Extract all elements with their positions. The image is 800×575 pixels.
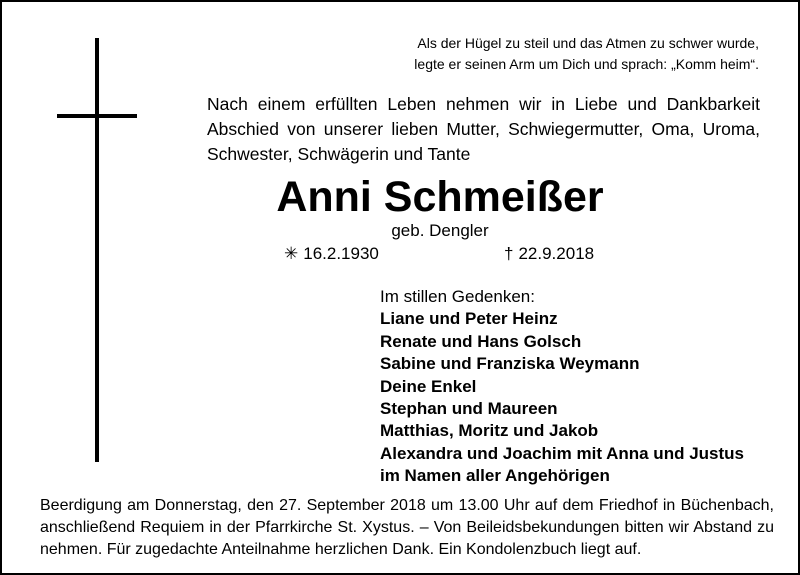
mourners-heading: Im stillen Gedenken: (380, 287, 535, 306)
poem-line: Als der Hügel zu steil und das Atmen zu schwer wurde, (417, 35, 759, 51)
footer-line: nehmen. Für zugedachte Anteilnahme herzlichen Dank. Ein Kondolenzbuch liegt auf. (40, 541, 642, 558)
birth-star-icon: ✳ (284, 244, 299, 263)
poem-line: legte er seinen Arm um Dich und sprach: „Komm heim“. (414, 56, 759, 72)
birth-date-group (284, 243, 379, 265)
mourner-entry: Deine Enkel (380, 376, 477, 396)
cross-horizontal-bar (57, 114, 137, 118)
footer-line: anschließend Requiem in der Pfarrkirche St. Xystus. – Von Beileidsbekundungen bitten wir Abstand zu (40, 519, 774, 536)
intro-line: Schwester, Schwägerin und Tante (207, 144, 471, 164)
footer-line: Beerdigung am Donnerstag, den 27. September 2018 um 13.00 Uhr auf dem Friedhof in Büchenbach, (40, 497, 774, 514)
mourner-entry: Renate und Hans Golsch (380, 331, 582, 351)
poem-quote (300, 33, 759, 75)
cross-vertical-bar (95, 38, 99, 462)
intro-text (207, 92, 760, 167)
mourner-entry: Sabine und Franziska Weymann (380, 354, 640, 374)
intro-line: Nach einem erfüllten Leben nehmen wir in Liebe und Dankbarkeit (207, 94, 760, 114)
funeral-details (40, 495, 774, 561)
death-cross-icon: † (504, 244, 514, 263)
mourner-entry: im Namen aller Angehörigen (380, 466, 610, 486)
intro-line: Abschied von unserer lieben Mutter, Schwiegermutter, Oma, Uroma, (207, 119, 760, 139)
maiden-name: geb. Dengler (391, 221, 489, 240)
mourners-list (380, 286, 744, 488)
mourner-entry: Liane und Peter Heinz (380, 309, 558, 329)
mourner-entry: Alexandra und Joachim mit Anna und Justus (380, 443, 744, 463)
birth-date: 16.2.1930 (303, 244, 379, 263)
mourner-entry: Stephan und Maureen (380, 399, 558, 419)
deceased-name: Anni Schmeißer (276, 173, 604, 221)
death-date: 22.9.2018 (518, 244, 595, 263)
death-date-group (504, 243, 594, 265)
mourner-entry: Matthias, Moritz und Jakob (380, 421, 599, 441)
